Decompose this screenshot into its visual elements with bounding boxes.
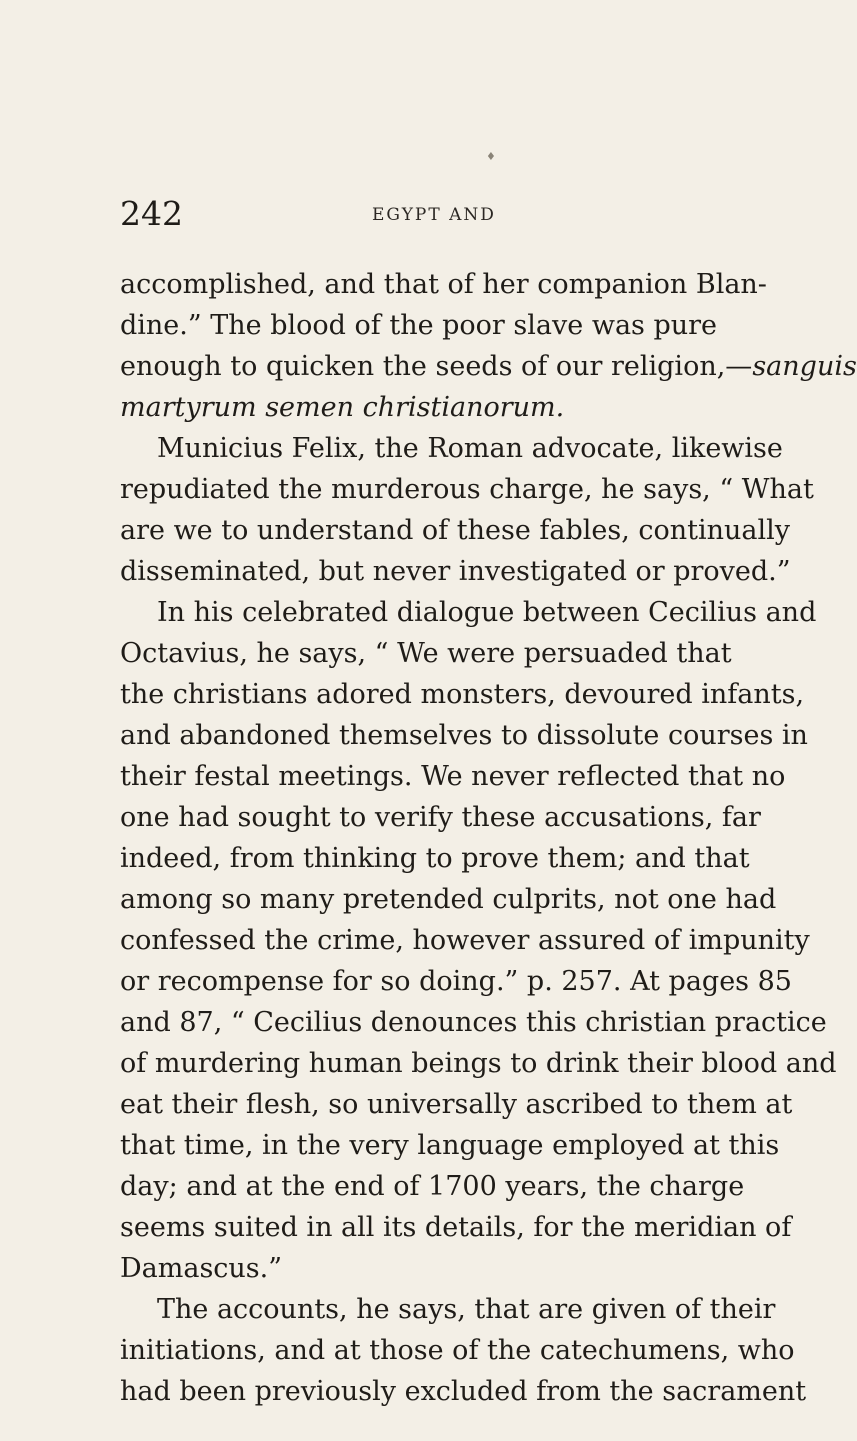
text-line: initiations, and at those of the catechumens, who	[120, 1335, 795, 1366]
text-line: are we to understand of these fables, continually	[120, 515, 791, 546]
text-line: their festal meetings. We never reflected that no	[120, 761, 786, 792]
ink-mark: ♦	[486, 150, 496, 163]
text-line: accomplished, and that of her companion Blan-	[120, 269, 767, 300]
text-line: and 87, “ Cecilius denounces this christian practice	[120, 1007, 827, 1038]
text-line: confessed the crime, however assured of impunity	[120, 925, 810, 956]
text-line: had been previously excluded from the sacrament	[120, 1376, 807, 1407]
page-number: 242	[120, 194, 183, 233]
italic-phrase: martyrum semen christianorum.	[120, 392, 565, 423]
text-line	[120, 387, 740, 428]
text-line: Octavius, he says, “ We were persuaded that	[120, 638, 732, 669]
text-line: repudiated the murderous charge, he says, “ What	[120, 474, 814, 505]
running-head: EGYPT AND	[372, 205, 496, 225]
paragraph-start: In his celebrated dialogue between Cecilius and	[157, 597, 817, 628]
italic-phrase: sanguis	[752, 351, 857, 382]
text-line: enough to quicken the seeds of our religion,—sanguis	[120, 351, 857, 382]
text-line: eat their flesh, so universally ascribed to them at	[120, 1089, 793, 1120]
text-line: day; and at the end of 1700 years, the charge	[120, 1171, 745, 1202]
text-line: that time, in the very language employed at this	[120, 1130, 780, 1161]
text-line: seems suited in all its details, for the meridian of	[120, 1212, 792, 1243]
text-line: or recompense for so doing.” p. 257. At pages 85	[120, 966, 792, 997]
text-line: indeed, from thinking to prove them; and that	[120, 843, 750, 874]
text-line: and abandoned themselves to dissolute courses in	[120, 720, 808, 751]
text-line: Damascus.”	[120, 1253, 283, 1284]
page-header	[120, 194, 730, 238]
text-line: of murdering human beings to drink their blood and	[120, 1048, 837, 1079]
text-line: among so many pretended culprits, not one had	[120, 884, 777, 915]
paragraph-start: Municius Felix, the Roman advocate, likewise	[157, 433, 783, 464]
text-line: disseminated, but never investigated or proved.”	[120, 556, 791, 587]
text-line: the christians adored monsters, devoured infants,	[120, 679, 805, 710]
paragraph-start: The accounts, he says, that are given of their	[157, 1294, 776, 1325]
text-line: dine.” The blood of the poor slave was pure	[120, 310, 718, 341]
text-line: one had sought to verify these accusations, far	[120, 802, 761, 833]
